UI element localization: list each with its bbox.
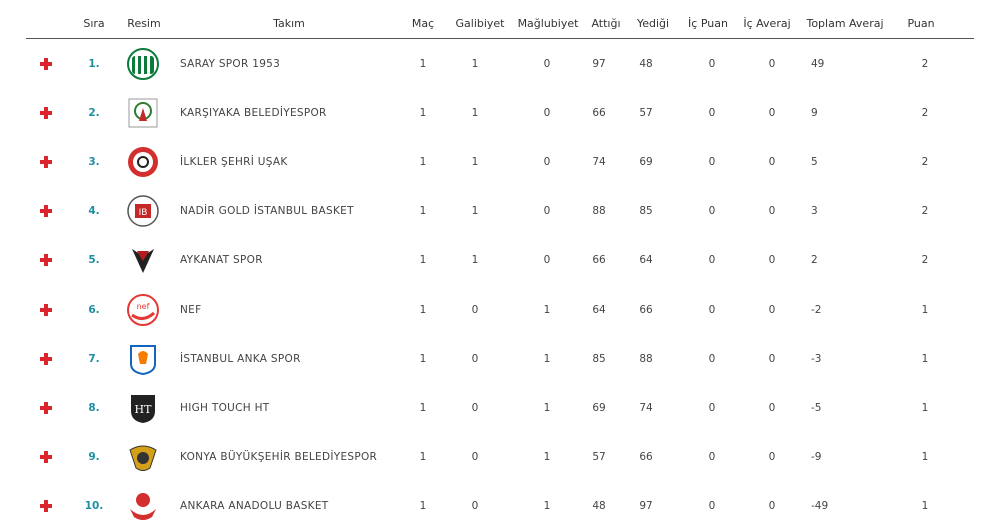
svg-text:HT: HT	[134, 402, 152, 416]
karsiyaka-belediyespor-logo-icon	[126, 96, 160, 130]
svg-text:IB: IB	[138, 208, 148, 219]
maglubiyet-cell: 1	[543, 352, 551, 365]
table-row[interactable]	[26, 334, 974, 383]
team-name[interactable]: KARŞIYAKA BELEDİYESPOR	[180, 106, 327, 119]
puan-cell: 1	[921, 401, 929, 414]
yedigi-cell: 64	[639, 254, 653, 267]
maglubiyet-cell: 0	[543, 106, 551, 119]
expand-plus-icon[interactable]	[40, 451, 52, 463]
galibiyet-cell: 1	[471, 106, 479, 119]
attigi-cell: 66	[592, 106, 606, 119]
mac-cell: 1	[419, 106, 427, 119]
maglubiyet-cell: 0	[543, 57, 551, 70]
expand-plus-icon[interactable]	[40, 402, 52, 414]
table-row[interactable]	[26, 88, 974, 137]
attigi-cell: 85	[592, 352, 606, 365]
expand-plus-icon[interactable]	[40, 156, 52, 168]
yedigi-cell: 66	[639, 303, 653, 316]
team-name[interactable]: ANKARA ANADOLU BASKET	[180, 500, 329, 513]
yedigi-cell: 48	[639, 57, 653, 70]
ic-puan-cell: 0	[708, 57, 716, 70]
ic-puan-cell: 0	[708, 205, 716, 218]
ankara-anadolu-basket-logo-icon	[126, 489, 160, 523]
maglubiyet-cell: 0	[543, 155, 551, 168]
header-attigi[interactable]: Attığı	[591, 17, 621, 30]
ic-puan-cell: 0	[708, 303, 716, 316]
rank-cell: 6.	[88, 303, 100, 316]
mac-cell: 1	[419, 254, 427, 267]
mac-cell: 1	[419, 500, 427, 513]
ic-averaj-cell: 0	[768, 451, 776, 464]
toplam-averaj-cell: -2	[811, 303, 822, 316]
table-row[interactable]	[26, 137, 974, 186]
attigi-cell: 69	[592, 401, 606, 414]
table-row[interactable]	[26, 187, 974, 236]
expand-plus-icon[interactable]	[40, 58, 52, 70]
maglubiyet-cell: 1	[543, 401, 551, 414]
yedigi-cell: 88	[639, 352, 653, 365]
high-touch-ht-logo-icon	[126, 391, 160, 425]
header-yedigi[interactable]: Yediği	[636, 17, 670, 30]
table-header	[26, 0, 974, 39]
puan-cell: 2	[921, 254, 929, 267]
ic-puan-cell: 0	[708, 352, 716, 365]
puan-cell: 1	[921, 451, 929, 464]
puan-cell: 2	[921, 57, 929, 70]
mac-cell: 1	[419, 155, 427, 168]
header-resim[interactable]: Resim	[127, 17, 161, 30]
attigi-cell: 74	[592, 155, 606, 168]
rank-cell: 1.	[88, 57, 100, 70]
ic-averaj-cell: 0	[768, 401, 776, 414]
ic-puan-cell: 0	[708, 254, 716, 267]
table-row[interactable]	[26, 482, 974, 531]
mac-cell: 1	[419, 303, 427, 316]
table-row[interactable]	[26, 236, 974, 285]
rank-cell: 4.	[88, 205, 100, 218]
rank-cell: 7.	[88, 352, 100, 365]
ic-puan-cell: 0	[708, 155, 716, 168]
galibiyet-cell: 0	[471, 500, 479, 513]
toplam-averaj-cell: 49	[811, 57, 825, 70]
toplam-averaj-cell: 2	[811, 254, 818, 267]
svg-text:nef: nef	[136, 301, 150, 311]
rank-cell: 3.	[88, 155, 100, 168]
konya-buyuksehir-logo-icon	[126, 440, 160, 474]
puan-cell: 2	[921, 155, 929, 168]
mac-cell: 1	[419, 401, 427, 414]
expand-plus-icon[interactable]	[40, 254, 52, 266]
maglubiyet-cell: 1	[543, 303, 551, 316]
galibiyet-cell: 1	[471, 57, 479, 70]
aykanat-spor-logo-icon	[126, 243, 160, 277]
rank-cell: 10.	[84, 500, 104, 513]
header-sira[interactable]: Sıra	[83, 17, 105, 30]
expand-plus-icon[interactable]	[40, 304, 52, 316]
team-name[interactable]: NADİR GOLD İSTANBUL BASKET	[180, 205, 354, 218]
ic-averaj-cell: 0	[768, 57, 776, 70]
team-name[interactable]: İSTANBUL ANKA SPOR	[180, 352, 301, 365]
header-mac[interactable]: Maç	[411, 17, 435, 30]
toplam-averaj-cell: -3	[811, 352, 822, 365]
toplam-averaj-cell: -9	[811, 451, 822, 464]
maglubiyet-cell: 1	[543, 451, 551, 464]
mac-cell: 1	[419, 451, 427, 464]
puan-cell: 2	[921, 205, 929, 218]
table-row[interactable]	[26, 39, 974, 88]
ic-averaj-cell: 0	[768, 352, 776, 365]
header-puan[interactable]: Puan	[907, 17, 935, 30]
ic-puan-cell: 0	[708, 451, 716, 464]
table-row[interactable]	[26, 285, 974, 334]
ic-averaj-cell: 0	[768, 500, 776, 513]
header-maglubiyet[interactable]: Mağlubiyet	[517, 17, 579, 30]
puan-cell: 2	[921, 106, 929, 119]
attigi-cell: 64	[592, 303, 606, 316]
galibiyet-cell: 0	[471, 451, 479, 464]
yedigi-cell: 57	[639, 106, 653, 119]
puan-cell: 1	[921, 500, 929, 513]
ic-averaj-cell: 0	[768, 155, 776, 168]
ic-averaj-cell: 0	[768, 106, 776, 119]
team-name[interactable]: KONYA BÜYÜKŞEHİR BELEDİYESPOR	[180, 451, 378, 464]
puan-cell: 1	[921, 303, 929, 316]
standings-table	[26, 0, 974, 531]
toplam-averaj-cell: 3	[811, 205, 818, 218]
istanbul-anka-spor-logo-icon	[126, 342, 160, 376]
toplam-averaj-cell: 5	[811, 155, 818, 168]
saray-spor-logo-icon	[126, 47, 160, 81]
table-body	[26, 39, 974, 531]
expand-plus-icon[interactable]	[40, 107, 52, 119]
rank-cell: 5.	[88, 254, 100, 267]
ic-averaj-cell: 0	[768, 205, 776, 218]
team-name[interactable]: SARAY SPOR 1953	[180, 57, 281, 70]
header-ic-puan[interactable]: İç Puan	[688, 17, 728, 30]
ilkler-sehri-usak-logo-icon	[126, 145, 160, 179]
attigi-cell: 88	[592, 205, 606, 218]
nadir-gold-istanbul-basket-logo-icon	[126, 194, 160, 228]
attigi-cell: 66	[592, 254, 606, 267]
nef-logo-icon	[126, 293, 160, 327]
maglubiyet-cell: 1	[543, 500, 551, 513]
ic-puan-cell: 0	[708, 500, 716, 513]
header-toplam-averaj[interactable]: Toplam Averaj	[806, 17, 884, 30]
team-name[interactable]: İLKLER ŞEHRİ UŞAK	[180, 155, 288, 168]
expand-plus-icon[interactable]	[40, 205, 52, 217]
table-row[interactable]	[26, 433, 974, 482]
toplam-averaj-cell: -49	[811, 500, 829, 513]
ic-averaj-cell: 0	[768, 254, 776, 267]
yedigi-cell: 97	[639, 500, 653, 513]
yedigi-cell: 66	[639, 451, 653, 464]
galibiyet-cell: 0	[471, 352, 479, 365]
toplam-averaj-cell: -5	[811, 401, 822, 414]
yedigi-cell: 85	[639, 205, 653, 218]
ic-puan-cell: 0	[708, 401, 716, 414]
mac-cell: 1	[419, 205, 427, 218]
mac-cell: 1	[419, 352, 427, 365]
attigi-cell: 48	[592, 500, 606, 513]
team-name[interactable]: AYKANAT SPOR	[180, 254, 263, 267]
table-row[interactable]	[26, 383, 974, 432]
galibiyet-cell: 0	[471, 303, 479, 316]
galibiyet-cell: 0	[471, 401, 479, 414]
toplam-averaj-cell: 9	[811, 106, 818, 119]
attigi-cell: 97	[592, 57, 606, 70]
ic-averaj-cell: 0	[768, 303, 776, 316]
yedigi-cell: 74	[639, 401, 653, 414]
expand-plus-icon[interactable]	[40, 500, 52, 512]
rank-cell: 9.	[88, 451, 100, 464]
maglubiyet-cell: 0	[543, 205, 551, 218]
galibiyet-cell: 1	[471, 155, 479, 168]
header-takim[interactable]: Takım	[273, 17, 305, 30]
header-galibiyet[interactable]: Galibiyet	[455, 17, 505, 30]
team-name[interactable]: NEF	[180, 303, 202, 316]
header-ic-averaj[interactable]: İç Averaj	[743, 17, 791, 30]
puan-cell: 1	[921, 352, 929, 365]
mac-cell: 1	[419, 57, 427, 70]
rank-cell: 2.	[88, 106, 100, 119]
ic-puan-cell: 0	[708, 106, 716, 119]
rank-cell: 8.	[88, 401, 100, 414]
expand-plus-icon[interactable]	[40, 353, 52, 365]
team-name[interactable]: HIGH TOUCH HT	[180, 401, 270, 414]
galibiyet-cell: 1	[471, 254, 479, 267]
yedigi-cell: 69	[639, 155, 653, 168]
galibiyet-cell: 1	[471, 205, 479, 218]
attigi-cell: 57	[592, 451, 606, 464]
maglubiyet-cell: 0	[543, 254, 551, 267]
